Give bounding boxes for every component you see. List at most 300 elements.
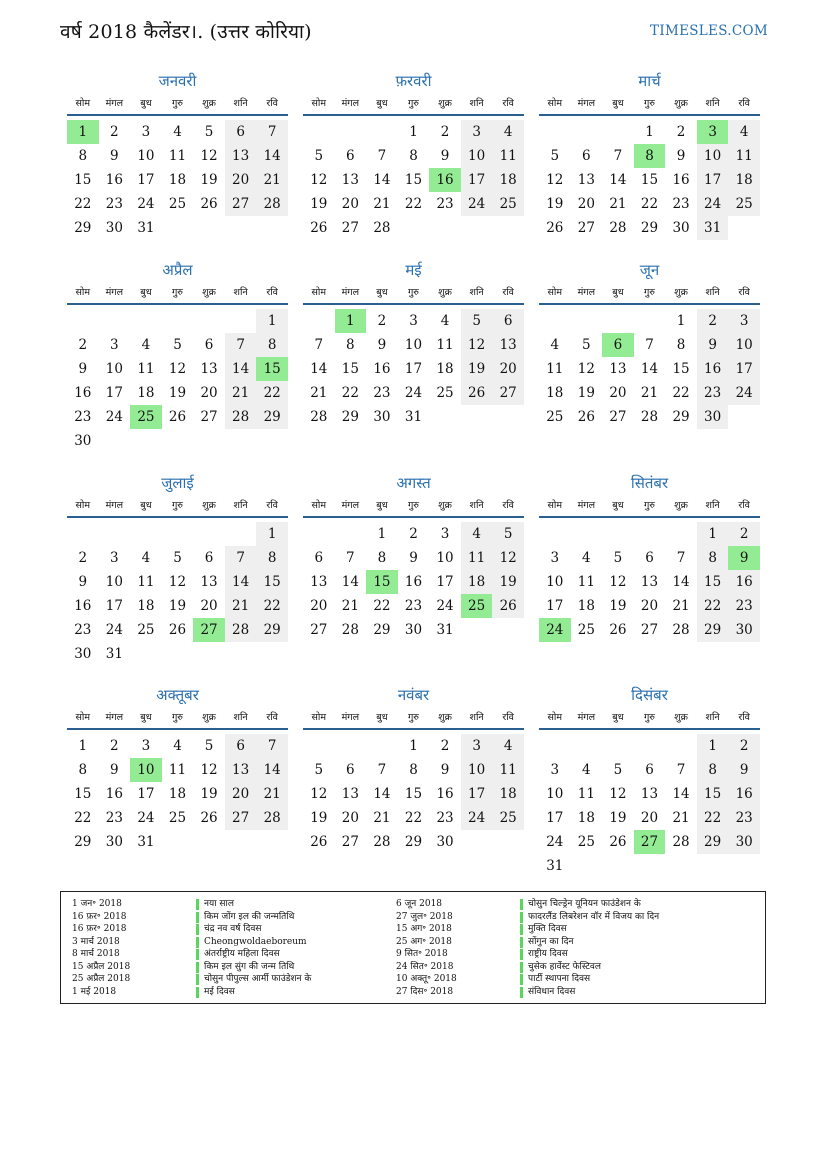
weekday-label: मंगल <box>577 287 596 298</box>
holiday-name: चोसुन चिल्ड्रेन यूनियन फाउंडेशन के <box>528 899 641 909</box>
day-cell: 20 <box>225 782 257 806</box>
day-cell: 10 <box>461 758 493 782</box>
day-cell: 1 <box>409 738 418 754</box>
day-cell: 16 <box>697 357 729 381</box>
day-cell: 19 <box>609 810 627 826</box>
holiday-date: 8 मार्च 2018 <box>72 949 120 959</box>
day-cell: 2 <box>409 526 418 542</box>
day-cell: 3 <box>110 337 119 353</box>
holiday-day-cell: 1 <box>67 120 99 144</box>
day-cell: 12 <box>492 546 524 570</box>
day-cell: 1 <box>256 309 288 333</box>
holiday-marker <box>196 949 199 960</box>
day-cell: 27 <box>492 381 524 405</box>
day-cell: 28 <box>256 192 288 216</box>
weekday-label: सोम <box>75 712 91 723</box>
day-cell: 7 <box>256 120 288 144</box>
day-cell: 25 <box>728 192 760 216</box>
month-block <box>303 70 524 260</box>
day-cell: 15 <box>697 782 729 806</box>
day-cell: 21 <box>640 385 659 401</box>
day-cell: 8 <box>78 762 88 778</box>
day-cell: 13 <box>225 758 257 782</box>
holiday-day-cell: 27 <box>634 830 666 854</box>
day-cell: 19 <box>546 196 564 212</box>
months-grid <box>67 70 767 880</box>
weekday-label: मंगल <box>341 98 360 109</box>
day-cell: 9 <box>440 148 450 164</box>
day-cell: 4 <box>141 337 151 353</box>
weekday-label: सोम <box>311 500 327 511</box>
day-cell: 27 <box>609 409 627 425</box>
day-cell: 10 <box>461 144 493 168</box>
day-cell: 25 <box>168 196 187 212</box>
day-cell: 17 <box>105 598 123 614</box>
weekday-header <box>303 94 524 116</box>
day-cell: 31 <box>697 216 729 240</box>
weekday-label: मंगल <box>105 287 124 298</box>
day-cell: 22 <box>256 381 288 405</box>
day-cell: 14 <box>609 172 627 188</box>
day-cell: 13 <box>640 574 659 590</box>
day-cell: 19 <box>200 172 218 188</box>
day-cell: 3 <box>550 762 560 778</box>
day-cell: 6 <box>582 148 591 164</box>
holiday-date: 16 फ़र॰ 2018 <box>72 911 127 922</box>
holidays-list <box>60 891 766 1004</box>
day-cell: 11 <box>728 144 760 168</box>
weekday-label: बुध <box>376 98 388 109</box>
day-cell: 2 <box>78 550 88 566</box>
day-cell: 15 <box>341 361 359 377</box>
holiday-name: किम इल सुंग की जन्म तिथि <box>204 961 295 972</box>
day-cell: 30 <box>697 405 729 429</box>
day-cell: 16 <box>404 574 423 590</box>
day-cell: 5 <box>613 762 623 778</box>
day-cell: 12 <box>200 762 218 778</box>
day-cell: 11 <box>168 762 187 778</box>
holiday-day-cell: 6 <box>602 333 634 357</box>
day-cell: 12 <box>310 172 328 188</box>
day-cell: 14 <box>373 172 391 188</box>
day-cell: 16 <box>436 786 454 802</box>
day-cell: 23 <box>672 196 690 212</box>
holiday-day-cell: 8 <box>634 144 666 168</box>
day-cell: 23 <box>74 409 92 425</box>
day-cell: 27 <box>341 834 359 850</box>
weekday-label: मंगल <box>105 98 124 109</box>
day-cell: 2 <box>728 522 760 546</box>
day-cell: 2 <box>78 337 88 353</box>
day-cell: 12 <box>200 148 218 164</box>
day-cell: 30 <box>74 646 92 662</box>
day-cell: 13 <box>341 786 359 802</box>
day-cell: 16 <box>728 570 760 594</box>
day-cell: 4 <box>582 762 591 778</box>
day-cell: 9 <box>440 762 450 778</box>
day-cell: 15 <box>404 786 423 802</box>
day-cell: 26 <box>546 220 564 236</box>
weekday-label: रवि <box>266 712 278 723</box>
day-cell: 19 <box>310 196 328 212</box>
weekday-label: मंगल <box>577 500 596 511</box>
holiday-date: 16 फ़र॰ 2018 <box>72 924 127 934</box>
day-cell: 20 <box>341 810 359 826</box>
day-cell: 23 <box>74 622 92 638</box>
weekday-label: बुध <box>376 500 388 511</box>
day-cell: 11 <box>492 758 524 782</box>
weekday-label: शनि <box>233 98 248 109</box>
day-cell: 17 <box>461 782 493 806</box>
day-cell: 28 <box>256 806 288 830</box>
day-cell: 2 <box>728 734 760 758</box>
day-cell: 29 <box>640 220 659 236</box>
weekday-label: सोम <box>547 500 563 511</box>
month-block <box>67 259 288 449</box>
day-cell: 8 <box>377 550 387 566</box>
day-cell: 19 <box>200 786 218 802</box>
day-cell: 23 <box>105 810 123 826</box>
weekday-label: शनि <box>469 712 484 723</box>
day-cell: 29 <box>697 618 729 642</box>
weekday-label: शनि <box>705 712 720 723</box>
day-cell: 30 <box>436 834 454 850</box>
day-cell: 22 <box>373 598 391 614</box>
weekday-label: सोम <box>75 500 91 511</box>
holiday-date: 25 अग॰ 2018 <box>396 936 452 947</box>
day-cell: 3 <box>440 526 450 542</box>
weekday-label: सोम <box>311 712 327 723</box>
day-cell: 24 <box>697 192 729 216</box>
day-cell: 27 <box>640 622 659 638</box>
weekday-label: बुध <box>376 287 388 298</box>
page-title: वर्ष 2018 कैलेंडर।. (उत्तर कोरिया) <box>60 21 312 43</box>
weekday-header <box>67 496 288 518</box>
day-cell: 18 <box>577 810 595 826</box>
weekday-label: शुक्र <box>674 712 688 723</box>
day-cell: 22 <box>697 806 729 830</box>
day-cell: 2 <box>440 738 450 754</box>
days-grid <box>539 518 760 662</box>
holiday-date: 3 मार्च 2018 <box>72 936 120 947</box>
weekday-label: शनि <box>233 287 248 298</box>
weekday-label: बुध <box>140 287 152 298</box>
day-cell: 6 <box>314 550 324 566</box>
day-cell: 31 <box>105 646 123 662</box>
day-cell: 4 <box>141 550 151 566</box>
weekday-label: रवि <box>502 98 514 109</box>
weekday-label: बुध <box>140 500 152 511</box>
holiday-marker <box>196 987 199 998</box>
day-cell: 13 <box>341 172 359 188</box>
weekday-label: बुध <box>612 712 624 723</box>
day-cell: 13 <box>200 361 218 377</box>
day-cell: 14 <box>225 357 257 381</box>
days-grid <box>67 730 288 874</box>
weekday-label: बुध <box>612 98 624 109</box>
day-cell: 30 <box>728 618 760 642</box>
day-cell: 15 <box>256 570 288 594</box>
day-cell: 19 <box>577 385 595 401</box>
day-cell: 19 <box>310 810 328 826</box>
day-cell: 26 <box>310 220 328 236</box>
month-name: जुलाई <box>161 474 194 492</box>
holiday-marker <box>196 912 199 923</box>
day-cell: 23 <box>728 806 760 830</box>
weekday-label: रवि <box>502 287 514 298</box>
day-cell: 13 <box>577 172 595 188</box>
day-cell: 25 <box>436 385 454 401</box>
day-cell: 22 <box>256 594 288 618</box>
weekday-header <box>303 496 524 518</box>
month-name: अक्तूबर <box>156 686 199 704</box>
holiday-marker <box>196 962 199 973</box>
weekday-label: शुक्र <box>674 98 688 109</box>
weekday-label: गुरु <box>643 287 655 298</box>
day-cell: 11 <box>577 574 595 590</box>
day-cell: 22 <box>404 810 423 826</box>
holiday-date: 27 दिस॰ 2018 <box>396 986 454 997</box>
day-cell: 14 <box>672 574 690 590</box>
day-cell: 26 <box>200 810 218 826</box>
day-cell: 22 <box>74 196 92 212</box>
day-cell: 25 <box>577 622 595 638</box>
weekday-label: मंगल <box>341 287 360 298</box>
weekday-header <box>539 708 760 730</box>
day-cell: 6 <box>346 762 355 778</box>
day-cell: 10 <box>137 148 155 164</box>
day-cell: 24 <box>546 834 564 850</box>
weekday-label: सोम <box>311 98 327 109</box>
weekday-header <box>67 283 288 305</box>
day-cell: 18 <box>168 172 187 188</box>
holiday-date: 6 जून 2018 <box>396 899 443 909</box>
day-cell: 9 <box>78 574 88 590</box>
day-cell: 20 <box>577 196 595 212</box>
holiday-date: 1 जन॰ 2018 <box>72 899 122 909</box>
day-cell: 30 <box>672 220 690 236</box>
weekday-header <box>539 496 760 518</box>
day-cell: 4 <box>173 124 182 140</box>
day-cell: 22 <box>672 385 690 401</box>
day-cell: 26 <box>609 622 627 638</box>
day-cell: 14 <box>341 574 359 590</box>
day-cell: 20 <box>492 357 524 381</box>
holiday-name: संविधान दिवस <box>528 986 576 997</box>
day-cell: 7 <box>613 148 623 164</box>
day-cell: 20 <box>609 385 627 401</box>
day-cell: 20 <box>200 385 218 401</box>
day-cell: 15 <box>697 570 729 594</box>
day-cell: 9 <box>697 333 729 357</box>
day-cell: 28 <box>640 409 659 425</box>
day-cell: 8 <box>409 762 418 778</box>
day-cell: 9 <box>728 758 760 782</box>
day-cell: 2 <box>110 124 119 140</box>
day-cell: 28 <box>609 220 627 236</box>
weekday-label: शुक्र <box>438 500 452 511</box>
day-cell: 10 <box>436 550 454 566</box>
day-cell: 24 <box>461 192 493 216</box>
weekday-label: गुरु <box>407 98 419 109</box>
day-cell: 2 <box>440 124 450 140</box>
day-cell: 28 <box>341 622 359 638</box>
weekday-header <box>303 283 524 305</box>
weekday-label: मंगल <box>577 98 596 109</box>
day-cell: 1 <box>697 522 729 546</box>
day-cell: 4 <box>550 337 560 353</box>
day-cell: 21 <box>373 196 391 212</box>
weekday-label: शुक्र <box>674 287 688 298</box>
day-cell: 6 <box>645 550 654 566</box>
day-cell: 12 <box>310 786 328 802</box>
holiday-day-cell: 24 <box>539 618 571 642</box>
day-cell: 25 <box>137 622 155 638</box>
day-cell: 16 <box>105 786 123 802</box>
day-cell: 31 <box>436 622 454 638</box>
day-cell: 25 <box>546 409 564 425</box>
day-cell: 1 <box>409 124 418 140</box>
day-cell: 26 <box>609 834 627 850</box>
month-block <box>303 259 524 449</box>
day-cell: 4 <box>461 522 493 546</box>
holiday-name: चुसेक हार्वेस्ट फेस्टिवल <box>528 961 601 972</box>
holiday-date: 27 जुल॰ 2018 <box>396 911 453 922</box>
holiday-day-cell: 10 <box>130 758 162 782</box>
day-cell: 8 <box>409 148 418 164</box>
weekday-label: बुध <box>140 712 152 723</box>
day-cell: 12 <box>609 574 627 590</box>
day-cell: 9 <box>78 361 88 377</box>
weekday-label: सोम <box>547 712 563 723</box>
day-cell: 7 <box>676 762 686 778</box>
day-cell: 16 <box>74 385 92 401</box>
weekday-label: बुध <box>376 712 388 723</box>
day-cell: 16 <box>728 782 760 806</box>
day-cell: 5 <box>204 124 214 140</box>
holiday-date: 10 अक्तू॰ 2018 <box>396 974 457 984</box>
day-cell: 5 <box>492 522 524 546</box>
day-cell: 28 <box>373 220 391 236</box>
holiday-day-cell: 16 <box>429 168 461 192</box>
holiday-day-cell: 25 <box>130 405 162 429</box>
site-link[interactable]: TIMESLES.COM <box>650 23 768 39</box>
month-name: मार्च <box>638 72 661 90</box>
weekday-label: रवि <box>738 500 750 511</box>
day-cell: 21 <box>256 168 288 192</box>
weekday-label: शनि <box>233 712 248 723</box>
day-cell: 4 <box>440 313 450 329</box>
day-cell: 18 <box>546 385 564 401</box>
day-cell: 3 <box>110 550 119 566</box>
day-cell: 23 <box>404 598 423 614</box>
weekday-label: रवि <box>502 712 514 723</box>
weekday-label: बुध <box>612 500 624 511</box>
holiday-name: सोंगुन का दिन <box>528 936 574 947</box>
day-cell: 21 <box>341 598 359 614</box>
days-grid <box>539 730 760 874</box>
day-cell: 24 <box>105 622 123 638</box>
day-cell: 25 <box>577 834 595 850</box>
holiday-marker <box>520 974 523 985</box>
day-cell: 4 <box>173 738 182 754</box>
month-block <box>67 684 288 874</box>
day-cell: 10 <box>728 333 760 357</box>
days-grid <box>303 305 524 449</box>
weekday-label: गुरु <box>171 500 183 511</box>
weekday-header <box>539 94 760 116</box>
day-cell: 14 <box>640 361 659 377</box>
day-cell: 26 <box>168 622 187 638</box>
day-cell: 6 <box>204 337 214 353</box>
day-cell: 5 <box>173 550 182 566</box>
day-cell: 24 <box>137 810 155 826</box>
day-cell: 16 <box>105 172 123 188</box>
day-cell: 26 <box>461 381 493 405</box>
day-cell: 7 <box>346 550 355 566</box>
month-name: अगस्त <box>396 474 431 492</box>
day-cell: 26 <box>200 196 218 212</box>
day-cell: 4 <box>492 734 524 758</box>
day-cell: 11 <box>577 786 595 802</box>
month-name: दिसंबर <box>631 686 668 704</box>
weekday-label: मंगल <box>105 712 124 723</box>
weekday-label: गुरु <box>171 287 183 298</box>
day-cell: 27 <box>200 409 218 425</box>
weekday-header <box>539 283 760 305</box>
weekday-label: मंगल <box>105 500 124 511</box>
holiday-name: मई दिवस <box>204 986 235 997</box>
holiday-name: Cheongwoldaeboreum <box>204 936 307 947</box>
day-cell: 7 <box>377 148 387 164</box>
day-cell: 14 <box>225 570 257 594</box>
weekday-label: रवि <box>502 500 514 511</box>
day-cell: 21 <box>256 782 288 806</box>
day-cell: 9 <box>110 148 119 164</box>
weekday-label: शनि <box>469 500 484 511</box>
day-cell: 14 <box>672 786 690 802</box>
day-cell: 1 <box>697 734 729 758</box>
holiday-marker <box>196 924 199 935</box>
day-cell: 20 <box>640 810 659 826</box>
holiday-day-cell: 25 <box>461 594 493 618</box>
day-cell: 22 <box>74 810 92 826</box>
day-cell: 29 <box>256 618 288 642</box>
days-grid <box>67 116 288 260</box>
day-cell: 1 <box>377 526 387 542</box>
day-cell: 3 <box>141 738 151 754</box>
day-cell: 12 <box>168 361 187 377</box>
day-cell: 27 <box>225 192 257 216</box>
weekday-label: रवि <box>738 98 750 109</box>
weekday-label: गुरु <box>407 500 419 511</box>
day-cell: 6 <box>645 762 654 778</box>
day-cell: 6 <box>225 120 257 144</box>
day-cell: 8 <box>697 758 729 782</box>
weekday-label: रवि <box>266 98 278 109</box>
day-cell: 15 <box>74 172 92 188</box>
weekday-label: रवि <box>266 500 278 511</box>
weekday-label: गुरु <box>171 712 183 723</box>
day-cell: 13 <box>310 574 328 590</box>
day-cell: 20 <box>640 598 659 614</box>
day-cell: 10 <box>697 144 729 168</box>
day-cell: 3 <box>141 124 151 140</box>
day-cell: 21 <box>672 810 690 826</box>
weekday-label: गुरु <box>643 712 655 723</box>
day-cell: 5 <box>582 337 591 353</box>
weekday-label: शनि <box>705 287 720 298</box>
